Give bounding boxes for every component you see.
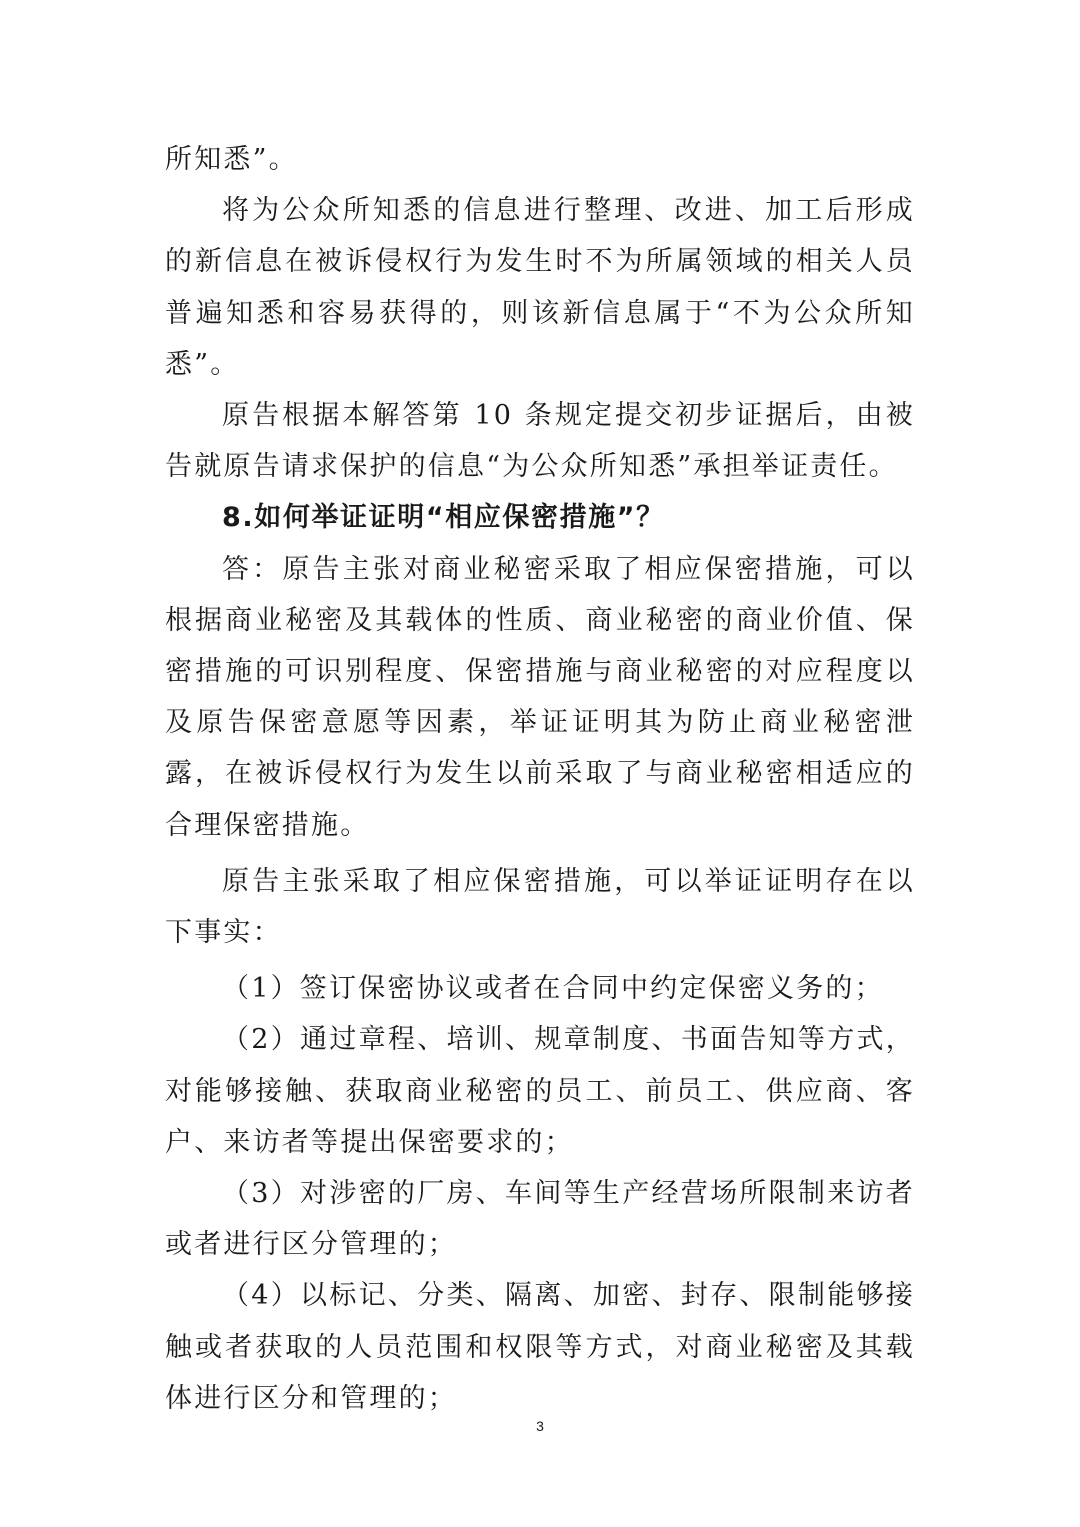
list-item-4: （4）以标记、分类、隔离、加密、封存、限制能够接触或者获取的人员范围和权限等方式，对商业秘密及其载体进行区分和管理的；: [165, 1280, 915, 1414]
paragraph-answer: 答：原告主张对商业秘密采取了相应保密措施，可以根据商业秘密及其载体的性质、商业秘密的商业价值、保密措施的可识别程度、保密措施与商业秘密的对应程度以及原告保密意愿等因素，举证证明其为防止商业秘密泄露，在被诉侵权行为发生以前采取了与商业秘密相适应的合理保密措施。: [165, 553, 915, 841]
list-item-2: （2）通过章程、培训、规章制度、书面告知等方式，对能够接触、获取商业秘密的员工、前员工、供应商、客户、来访者等提出保密要求的；: [165, 1024, 915, 1158]
paragraph-facts-intro: 原告主张采取了相应保密措施，可以举证证明存在以下事实：: [165, 865, 915, 949]
page-number: 3: [536, 1418, 544, 1434]
paragraph-burden-of-proof: 原告根据本解答第 10 条规定提交初步证据后，由被告就原告请求保护的信息“为公众所知悉”承担举证责任。: [165, 400, 915, 483]
list-item-1: （1）签订保密协议或者在合同中约定保密义务的；: [222, 973, 884, 1005]
paragraph-continuation: 所知悉”。: [165, 144, 298, 175]
section-heading-8: 8.如何举证证明“相应保密措施”？: [222, 502, 665, 534]
document-body: [165, 134, 915, 1424]
list-item-3: （3）对涉密的厂房、车间等生产经营场所限制来访者或者进行区分管理的；: [165, 1178, 915, 1261]
paragraph-new-information: 将为公众所知悉的信息进行整理、改进、加工后形成的新信息在被诉侵权行为发生时不为所属领域的相关人员普遍知悉和容易获得的，则该新信息属于“不为公众所知悉”。: [165, 195, 915, 380]
